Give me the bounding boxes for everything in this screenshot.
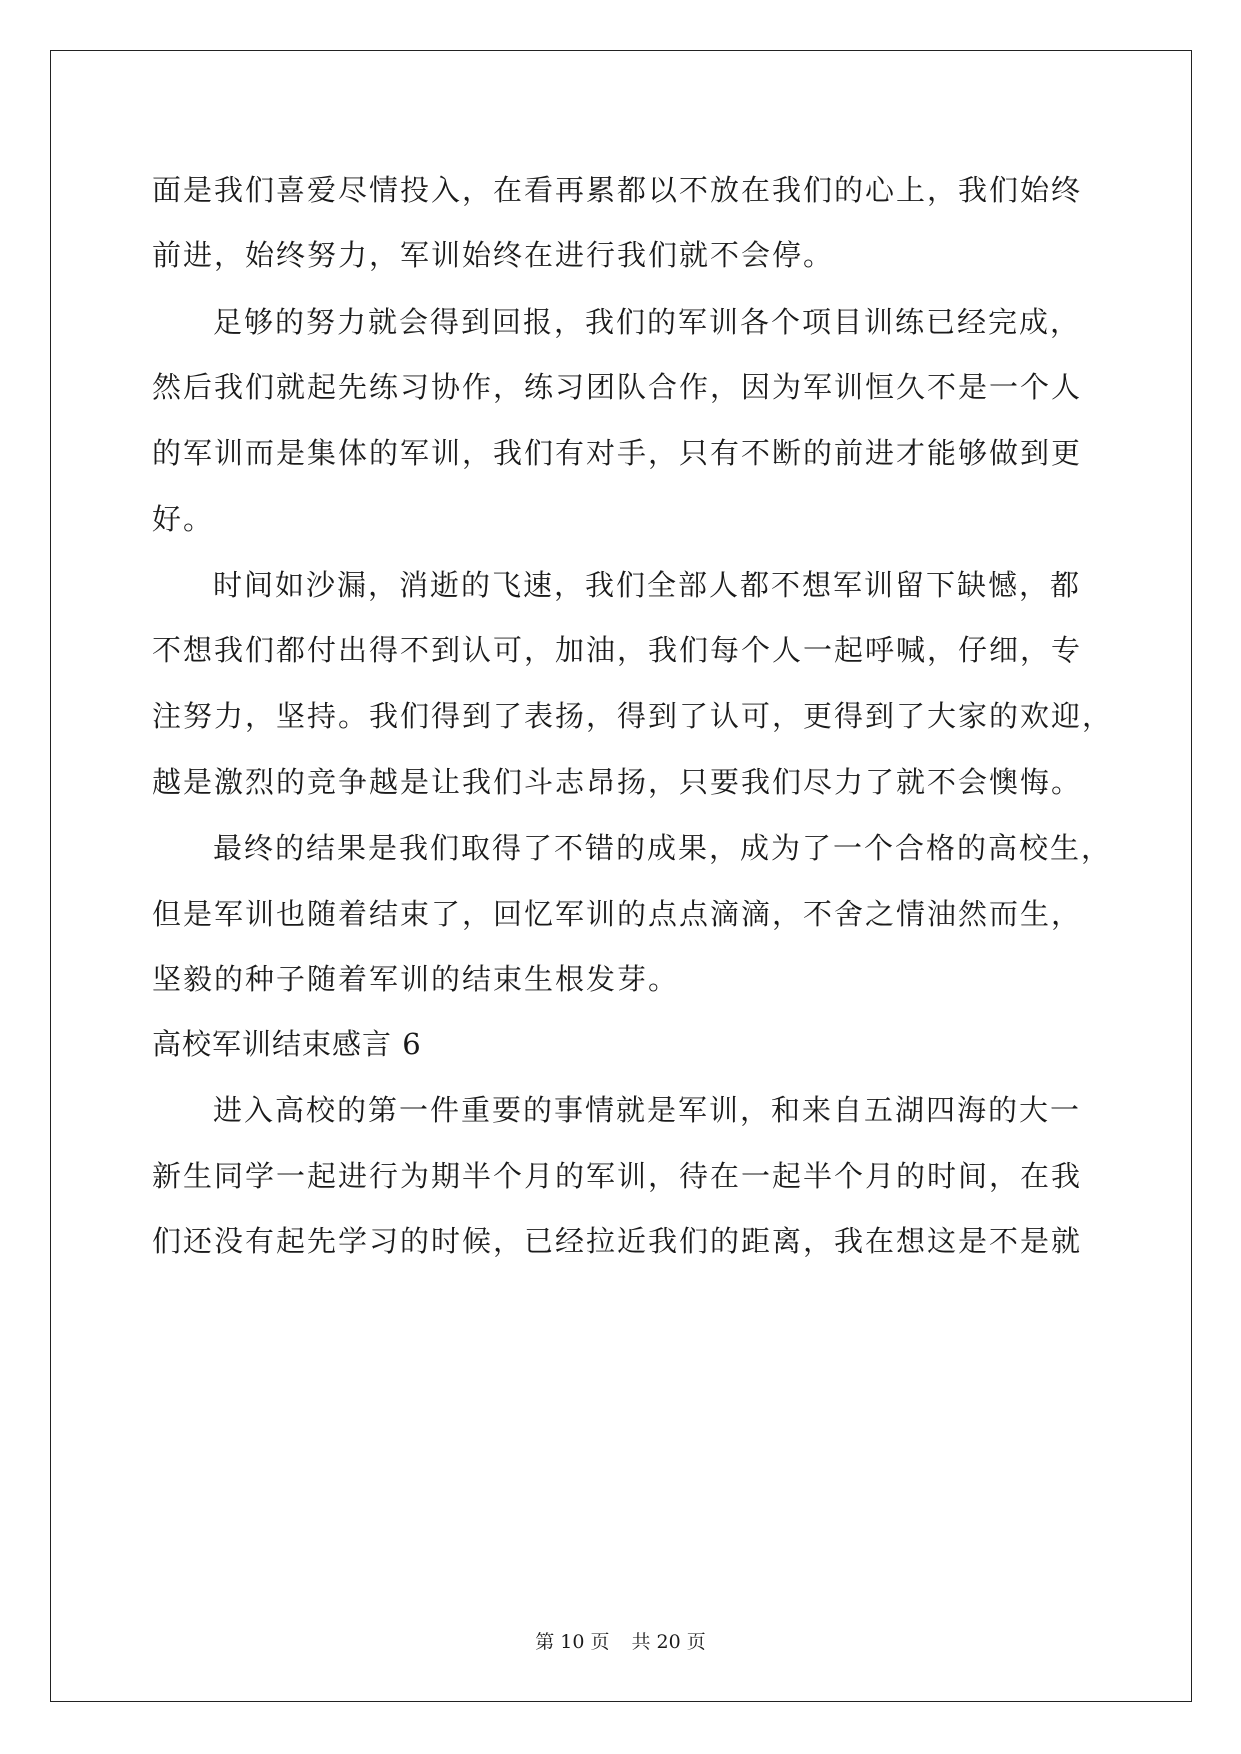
body-text-line: 前进，始终努力，军训始终在进行我们就不会停。 — [152, 238, 835, 272]
body-text-line: 面是我们喜爱尽情投入，在看再累都以不放在我们的心上，我们始终 — [152, 173, 1083, 207]
paragraph-first-line: 时间如沙漏，消逝的飞速，我们全部人都不想军训留下缺憾，都 — [213, 568, 1082, 602]
body-text-line: 注努力，坚持。我们得到了表扬，得到了认可，更得到了大家的欢迎， — [152, 699, 1114, 733]
body-text-line: 新生同学一起进行为期半个月的军训，待在一起半个月的时间，在我 — [152, 1159, 1083, 1193]
body-text-line: 不想我们都付出得不到认可，加油，我们每个人一起呼喊，仔细，专 — [152, 633, 1083, 667]
body-text-line: 但是军训也随着结束了，回忆军训的点点滴滴，不舍之情油然而生， — [152, 897, 1083, 931]
paragraph-first-line: 进入高校的第一件重要的事情就是军训，和来自五湖四海的大一 — [213, 1093, 1082, 1127]
section-heading: 高校军训结束感言 6 — [152, 1027, 422, 1061]
body-text-line: 坚毅的种子随着军训的结束生根发芽。 — [152, 962, 680, 996]
page-number-current: 第 10 页 — [535, 1631, 610, 1653]
body-text-line: 越是激烈的竞争越是让我们斗志昂扬，只要我们尽力了就不会懊悔。 — [152, 765, 1083, 799]
paragraph-first-line: 足够的努力就会得到回报，我们的军训各个项目训练已经完成， — [213, 305, 1082, 339]
page-number-total: 共 20 页 — [631, 1631, 706, 1653]
body-text-line: 好。 — [152, 502, 215, 536]
body-text-line: 们还没有起先学习的时候，已经拉近我们的距离，我在想这是不是就 — [152, 1224, 1083, 1258]
body-text-line: 然后我们就起先练习协作，练习团队合作，因为军训恒久不是一个人 — [152, 370, 1083, 404]
paragraph-first-line: 最终的结果是我们取得了不错的成果，成为了一个合格的高校生， — [213, 831, 1113, 865]
page-border — [50, 50, 1192, 1702]
body-text-line: 的军训而是集体的军训，我们有对手，只有不断的前进才能够做到更 — [152, 436, 1083, 470]
page-footer — [0, 1630, 1241, 1654]
